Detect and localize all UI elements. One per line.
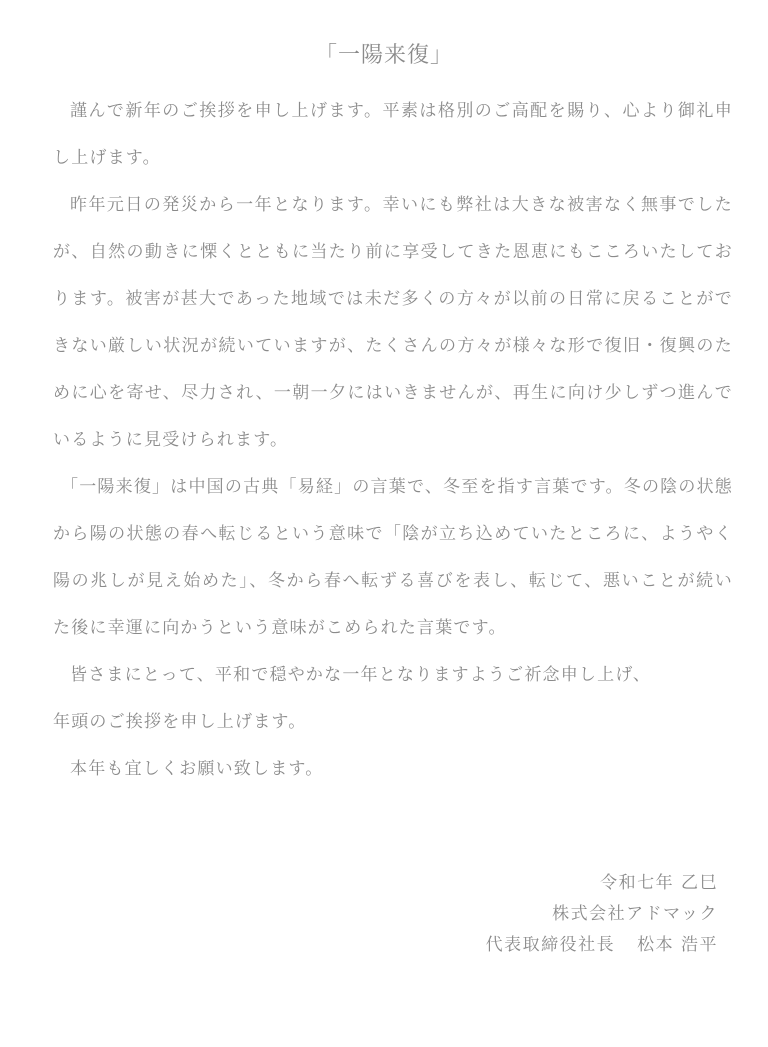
paragraph-wishes: 皆さまにとって、平和で穏やかな一年となりますようご祈念申し上げ、	[70, 665, 652, 685]
paragraph-greeting: 謹んで新年のご挨拶を申し上げます。平素は格別のご高配を賜り、心より御礼申し上げます。	[53, 101, 733, 168]
company-name: 株式会社アドマック	[552, 904, 718, 924]
letter-title: 「一陽来復」	[314, 43, 453, 68]
signer-name: 松本 浩平	[637, 935, 718, 955]
closing-signature	[486, 868, 718, 961]
signer-line	[486, 930, 718, 961]
paragraph-ichiyo-raifuku: 「一陽来復」は中国の古典「易経」の言葉で、冬至を指す言葉です。冬の陰の状態から陽の状態の春へ転じるという意味で「陰が立ち込めていたところに、ようやく陽の兆しが見え始めた」、冬から春へ転ずる喜びを表し、転じて、悪いことが続いた後に幸運に向かうという意味がこめられた言葉です。	[53, 477, 733, 638]
closing-date: 令和七年 乙巳	[600, 873, 718, 893]
paragraph-greeting-close: 年頭のご挨拶を申し上げます。	[53, 712, 307, 732]
paragraph-disaster: 昨年元日の発災から一年となります。幸いにも弊社は大きな被害なく無事でしたが、自然の動きに慄くとともに当たり前に享受してきた恩恵にもこころいたしております。被害が甚大であった地域では未だ多くの方々が以前の日常に戻ることができない厳しい状況が続いていますが、たくさんの方々が様々な形で復旧・復興のために心を寄せ、尽力され、一朝一夕にはいきませんが、再生に向け少しずつ進んでいるように見受けられます。	[53, 195, 733, 450]
signer-title: 代表取締役社長	[485, 935, 616, 955]
letter-body	[53, 88, 733, 793]
paragraph-regards: 本年も宜しくお願い致します。	[70, 759, 324, 779]
